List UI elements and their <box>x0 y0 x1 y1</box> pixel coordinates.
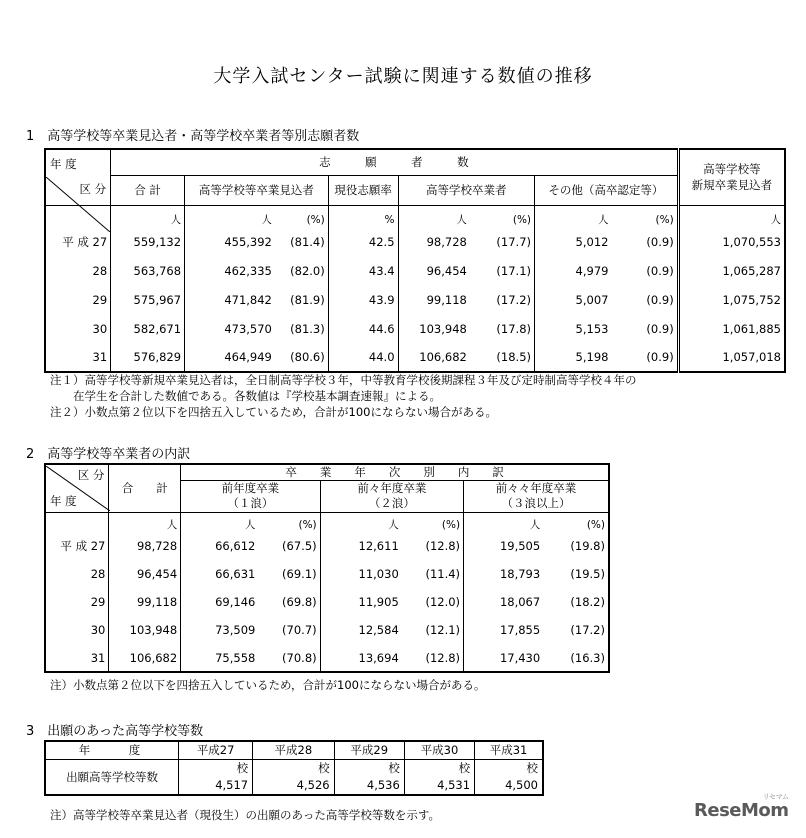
section1-note: 在学生を合計した数値である。各数値は『学校基本調査速報』による。 <box>50 389 441 403</box>
unit-cell: (%) <box>275 205 328 227</box>
section2-note: 注）小数点第２位以下を四捨五入しているため，合計が100にならない場合がある。 <box>50 678 486 692</box>
section3-note: 注）高等学校等卒業見込者（現役生）の出願のあった高等学校等数を示す。 <box>50 808 440 822</box>
table-row: 30 582,671 473,570 (81.3) 44.6 103,948 (17.8) 5,153 (0.9) 1,061,885 <box>45 314 785 343</box>
table-row: 29 575,967 471,842 (81.9) 43.9 99,118 (17.2) 5,007 (0.9) 1,075,752 <box>45 285 785 314</box>
unit-cell: (%) <box>470 205 535 227</box>
gokei-header: 合 計 <box>109 464 181 512</box>
betsu-header: 卒 業 年 次 別 内 訳 <box>181 464 609 480</box>
geneki-header: 現役志願率 <box>328 175 398 205</box>
unit-cell: (%) <box>258 512 320 532</box>
sotsugyo-header: 高等学校卒業者 <box>398 175 535 205</box>
unit-cell: 人 <box>261 214 272 226</box>
shinki-header: 高等学校等 新規卒業見込者 <box>678 149 785 205</box>
year-header: 平成27 <box>179 741 253 759</box>
year-header: 平成30 <box>404 741 474 759</box>
schools-cell: 校 4,500 <box>475 759 543 795</box>
zen-header: 前年度卒業 （１浪） <box>181 480 320 512</box>
unit-cell: (%) <box>543 512 609 532</box>
gokei-header: 合 計 <box>111 175 185 205</box>
schools-cell: 校 4,531 <box>404 759 474 795</box>
section3-heading: 3 出願のあった高等学校等数 <box>26 724 204 739</box>
unit-cell: 人 <box>529 519 541 531</box>
resemom-logo: ReseMom リセマム <box>694 793 789 821</box>
table-row: 平 成 27 98,728 66,612 (67.5) 12,611 (12.8) 19,505 (19.8) <box>45 532 609 560</box>
unit-cell: 人 <box>597 214 609 226</box>
year-header: 平成29 <box>334 741 404 759</box>
schools-cell: 校 4,526 <box>253 759 334 795</box>
unit-cell: 人 <box>111 205 185 227</box>
section1-heading: 1 高等学校等卒業見込者・高等学校卒業者等別志願者数 <box>26 129 360 144</box>
page-title: 大学入試センター試験に関連する数値の推移 <box>213 66 593 87</box>
nendo-label: 年 度 <box>50 493 77 508</box>
kubun-label: 区 分 <box>79 182 107 197</box>
table-row: 30 103,948 73,509 (70.7) 12,584 (12.1) 17,855 (17.2) <box>45 616 609 644</box>
schools-cell: 校 4,536 <box>334 759 404 795</box>
unit-cell: 人 <box>388 519 399 531</box>
unit-cell: (%) <box>402 512 464 532</box>
unit-cell: 人 <box>244 519 256 531</box>
sonota-header: その他（高卒認定等） <box>535 175 679 205</box>
zzz-header: 前々々年度卒業 （３浪以上） <box>464 480 609 512</box>
table-row: 31 576,829 464,949 (80.6) 44.0 106,682 (18.5) 5,198 (0.9) 1,057,018 <box>45 343 785 372</box>
nendo-label: 年 度 <box>50 157 77 172</box>
nendo-header: 年 度 <box>45 741 179 759</box>
mikomi-header: 高等学校等卒業見込者 <box>185 175 329 205</box>
kubun-label: 区 分 <box>77 467 105 482</box>
year-header: 平成31 <box>475 741 543 759</box>
unit-cell: % <box>328 205 398 227</box>
unit-cell: (%) <box>611 205 678 227</box>
unit-cell: 人 <box>678 205 785 227</box>
table-row: 28 563,768 462,335 (82.0) 43.4 96,454 (17.1) 4,979 (0.9) 1,065,287 <box>45 256 785 285</box>
applicants-table <box>44 148 786 373</box>
unit-cell: 人 <box>109 512 181 532</box>
graduates-breakdown-table <box>44 463 610 673</box>
zenzen-header: 前々年度卒業 （２浪） <box>320 480 463 512</box>
section1-note: 注１）高等学校等新規卒業見込者は，全日制高等学校３年，中等教育学校後期課程３年及び定時制高等学校４年の <box>50 373 637 387</box>
kubun-nendo-header <box>45 464 109 512</box>
table-row: 平 成 27 559,132 455,392 (81.4) 42.5 98,728 (17.7) 5,012 (0.9) 1,070,553 <box>45 227 785 256</box>
section2-heading: 2 高等学校等卒業者の内訳 <box>26 447 191 462</box>
shigansha-header: 志 願 者 数 <box>111 149 679 175</box>
section1-note: 注２）小数点第２位以下を四捨五入しているため，合計が100にならない場合がある。 <box>50 405 497 419</box>
table-row: 28 96,454 66,631 (69.1) 11,030 (11.4) 18,793 (19.5) <box>45 560 609 588</box>
year-header: 平成28 <box>253 741 334 759</box>
schools-label: 出願高等学校等数 <box>45 759 179 795</box>
schools-cell: 校 4,517 <box>179 759 253 795</box>
kubun-nendo-header <box>45 149 111 205</box>
table-row: 31 106,682 75,558 (70.8) 13,694 (12.8) 17,430 (16.3) <box>45 644 609 672</box>
unit-cell: 人 <box>456 214 467 226</box>
schools-table <box>44 740 544 796</box>
table-row: 29 99,118 69,146 (69.8) 11,905 (12.0) 18,067 (18.2) <box>45 588 609 616</box>
